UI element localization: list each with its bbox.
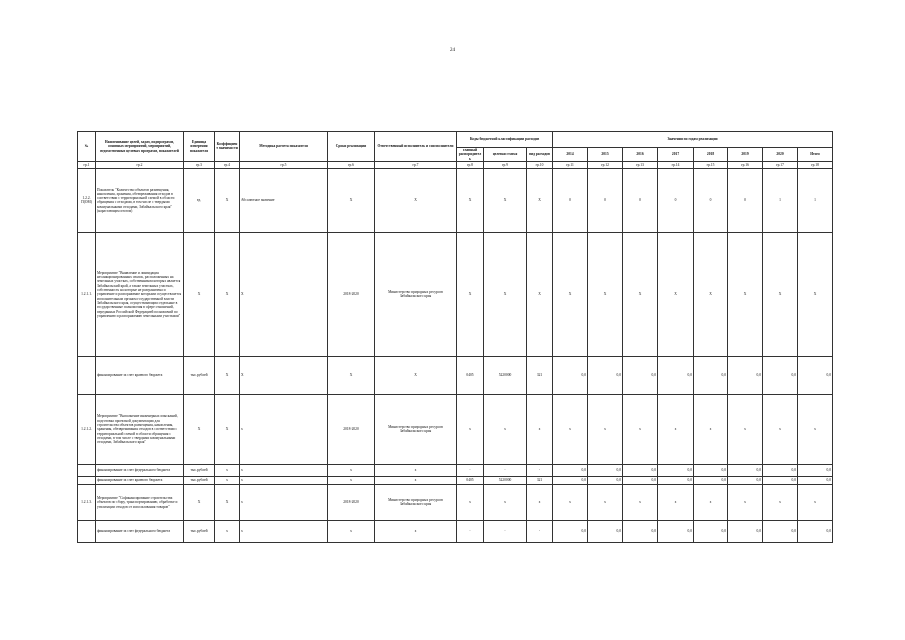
table-cell: Х xyxy=(375,168,457,232)
row-number-cell: 1.2.1.2. xyxy=(78,394,96,464)
table-cell: х xyxy=(553,484,588,520)
table-cell: 0405 xyxy=(457,476,484,484)
table-cell: х xyxy=(728,484,763,520)
table-cell: ед. xyxy=(184,168,215,232)
row-name-cell: финансирование за счет краевого бюджета xyxy=(96,356,184,394)
row-name-cell: Мероприятие "Выполнение инженерных изысканий, подготовка проектной документации для строительства объектов размещения, накопления, хранения, обезвреживания отходов в соответствии с территориальной схемой в области обращения с отходами, в том числе с твердыми коммунальными отходами, Забайкальского края" xyxy=(96,394,184,464)
table-cell: Х xyxy=(184,394,215,464)
table-cell: 0,0 xyxy=(728,356,763,394)
header-row-1 xyxy=(78,132,833,148)
header-coef: Коэффициент значимости xyxy=(215,132,240,162)
header-year: 2018 xyxy=(694,148,728,162)
table-cell: 0,0 xyxy=(623,476,658,484)
column-number: гр.14 xyxy=(658,161,694,168)
table-cell: Х xyxy=(553,232,588,356)
table-cell: 0,0 xyxy=(763,356,798,394)
column-number: гр.16 xyxy=(728,161,763,168)
table-cell: 0,0 xyxy=(694,520,728,542)
header-year: 2016 xyxy=(623,148,658,162)
table-cell: 0,0 xyxy=(553,520,588,542)
table-cell: Х xyxy=(623,232,658,356)
table-cell: Х xyxy=(658,232,694,356)
header-period: Сроки реализации xyxy=(328,132,375,162)
table-cell: х xyxy=(798,394,833,464)
table-cell: Х xyxy=(457,168,484,232)
table-cell: 0,0 xyxy=(658,476,694,484)
table-cell: 0,0 xyxy=(588,476,623,484)
table-cell: 0,0 xyxy=(623,520,658,542)
table-cell: 0,0 xyxy=(694,464,728,476)
header-year: 2017 xyxy=(658,148,694,162)
table-cell: х xyxy=(240,464,328,476)
table-cell: 1 xyxy=(763,168,798,232)
table-cell: Х xyxy=(457,232,484,356)
table-cell: 2018-2020 xyxy=(328,484,375,520)
row-name-cell: Показатель "Количество объектов размещения, накопления, хранения, обезвреживания отходов в соответствии с территориальной схемой в области обращения с отходами, в том числе с твердыми коммунальными отходами, Забайкальского края" (нарастающим итогом) xyxy=(96,168,184,232)
table-cell: х xyxy=(658,394,694,464)
row-name-cell: финансирование за счет федерального бюджета xyxy=(96,520,184,542)
row-number-cell: 1.2.1.3. xyxy=(78,484,96,520)
table-cell: х xyxy=(763,394,798,464)
table-cell: х xyxy=(215,476,240,484)
header-year: 2020 xyxy=(763,148,798,162)
table-cell: х xyxy=(694,394,728,464)
table-cell: 5220000 xyxy=(484,476,527,484)
table-cell: 0 xyxy=(694,168,728,232)
table-cell: тыс.рублей xyxy=(184,520,215,542)
column-number: гр.4 xyxy=(215,161,240,168)
table-cell: х xyxy=(527,394,553,464)
table-cell: 0,0 xyxy=(658,520,694,542)
table-cell: 0,0 xyxy=(658,464,694,476)
row-number-cell: 1.2.1.1. xyxy=(78,232,96,356)
table-cell: 0,0 xyxy=(588,356,623,394)
column-number-row xyxy=(78,161,833,168)
table-cell: х xyxy=(553,394,588,464)
table-cell: х xyxy=(658,484,694,520)
table-cell: 321 xyxy=(527,476,553,484)
table-cell: 0,0 xyxy=(763,520,798,542)
column-number: гр.9 xyxy=(484,161,527,168)
table-cell: 0,0 xyxy=(763,464,798,476)
table-cell: Министерство природных ресурсов Забайкальского края xyxy=(375,484,457,520)
column-number: гр.11 xyxy=(553,161,588,168)
table-cell: х xyxy=(694,484,728,520)
table-cell: Х xyxy=(184,484,215,520)
table-row xyxy=(78,232,833,356)
table-cell: 0,0 xyxy=(798,476,833,484)
table-cell: 0 xyxy=(728,168,763,232)
header-unit: Единица измерения показателя xyxy=(184,132,215,162)
table-cell: х xyxy=(328,520,375,542)
table-cell: Х xyxy=(694,232,728,356)
table-cell: Х xyxy=(328,356,375,394)
table-cell: Х xyxy=(588,232,623,356)
column-number: гр.8 xyxy=(457,161,484,168)
program-table xyxy=(77,131,833,543)
table-cell: 0 xyxy=(623,168,658,232)
row-number-cell: 1.2.2. П(ОМ) xyxy=(78,168,96,232)
table-cell: Х xyxy=(328,168,375,232)
table-cell: 0,0 xyxy=(798,464,833,476)
table-cell: х xyxy=(215,464,240,476)
table-cell: Х xyxy=(240,232,328,356)
column-number: гр.6 xyxy=(328,161,375,168)
table-row xyxy=(78,356,833,394)
table-cell: х xyxy=(728,394,763,464)
header-year: Итого xyxy=(798,148,833,162)
column-number: гр.17 xyxy=(763,161,798,168)
table-cell: Х xyxy=(484,168,527,232)
table-cell: х xyxy=(484,484,527,520)
table-cell: 0,0 xyxy=(658,356,694,394)
table-row xyxy=(78,464,833,476)
row-name-cell: Мероприятие "Выявление и ликвидация несанкционированных свалок, расположенных на земельных участках, собственником которых является Забайкальский край, а также земельных участках, собственность на которые не разграничена и управление и распоряжение которыми осуществляется исполнительным органом государственной власти Забайкальского края, осуществляющим отдельные в государственные полномочия в сфере отношений, переданных Российской Федерацией полномочий по управлению и распоряжению земельными участками" xyxy=(96,232,184,356)
table-cell: 0,0 xyxy=(798,520,833,542)
row-number-cell xyxy=(78,476,96,484)
header-executor: Ответственный исполнитель и соисполнители xyxy=(375,132,457,162)
table-cell: - xyxy=(527,464,553,476)
table-cell: 0,0 xyxy=(553,476,588,484)
table-row xyxy=(78,476,833,484)
table-cell: - xyxy=(484,464,527,476)
table-cell: 0,0 xyxy=(588,464,623,476)
table-cell: х xyxy=(527,484,553,520)
column-number: гр.10 xyxy=(527,161,553,168)
table-cell: х xyxy=(588,484,623,520)
header-name: Наименование целей, задач, подпрограмм, основных мероприятий, мероприятий, ведомственных целевых программ, показателей xyxy=(96,132,184,162)
table-cell: х xyxy=(375,476,457,484)
table-cell: х xyxy=(457,484,484,520)
table-cell: х xyxy=(375,520,457,542)
table-cell: Х xyxy=(215,232,240,356)
table-cell: - xyxy=(457,464,484,476)
column-number: гр.15 xyxy=(694,161,728,168)
table-cell: Абсолютное значение xyxy=(240,168,328,232)
table-cell: х xyxy=(588,394,623,464)
table-cell: тыс.рублей xyxy=(184,464,215,476)
table-cell: 0 xyxy=(588,168,623,232)
row-number-cell xyxy=(78,520,96,542)
header-year: 2019 xyxy=(728,148,763,162)
table-cell: тыс.рублей xyxy=(184,476,215,484)
table-cell: 0,0 xyxy=(553,464,588,476)
table-cell: 0,0 xyxy=(728,476,763,484)
table-cell: 0405 xyxy=(457,356,484,394)
table-cell: 0,0 xyxy=(728,520,763,542)
row-name-cell: финансирование за счет краевого бюджета xyxy=(96,476,184,484)
table-cell: х xyxy=(623,484,658,520)
table-cell: х xyxy=(240,394,328,464)
table-row xyxy=(78,484,833,520)
table-cell: 321 xyxy=(527,356,553,394)
table-cell: 1 xyxy=(798,168,833,232)
header-budget-col: главный распорядитель xyxy=(457,148,484,162)
table-cell: х xyxy=(623,394,658,464)
table-cell: 0,0 xyxy=(623,464,658,476)
row-name-cell: Мероприятие "Софинансирование строительства объектов по сбору, транспортированию, обработке и утилизации отходов от использования товаров" xyxy=(96,484,184,520)
table-cell: 0 xyxy=(553,168,588,232)
table-cell: - xyxy=(527,520,553,542)
table-cell: Х xyxy=(184,232,215,356)
header-method: Методика расчета показателя xyxy=(240,132,328,162)
table-cell: х xyxy=(328,476,375,484)
table-cell: 0,0 xyxy=(588,520,623,542)
table-cell: Министерство природных ресурсов Забайкальского края xyxy=(375,232,457,356)
column-number: гр.13 xyxy=(623,161,658,168)
table-cell: 0,0 xyxy=(694,356,728,394)
header-years-group: Значения по годам реализации xyxy=(553,132,833,148)
table-cell: х xyxy=(798,484,833,520)
table-row xyxy=(78,520,833,542)
table-cell: х xyxy=(328,464,375,476)
table-cell: - xyxy=(484,520,527,542)
table-cell: х xyxy=(240,476,328,484)
table-cell: Х xyxy=(375,356,457,394)
table-cell: тыс.рублей xyxy=(184,356,215,394)
header-budget-class: Коды бюджетной классификации расходов xyxy=(457,132,553,148)
table-cell: х xyxy=(763,484,798,520)
header-year: 2014 xyxy=(553,148,588,162)
column-number: гр.7 xyxy=(375,161,457,168)
table-cell: Х xyxy=(215,168,240,232)
table-cell: х xyxy=(375,464,457,476)
header-year: 2015 xyxy=(588,148,623,162)
table-cell: 0,0 xyxy=(694,476,728,484)
table-cell: 2018-2020 xyxy=(328,232,375,356)
table-row xyxy=(78,168,833,232)
table-cell: - xyxy=(457,520,484,542)
table-cell: Х xyxy=(728,232,763,356)
row-number-cell xyxy=(78,356,96,394)
table-cell: 5220000 xyxy=(484,356,527,394)
row-number-cell xyxy=(78,464,96,476)
table-cell: Х xyxy=(527,168,553,232)
column-number: гр.2 xyxy=(96,161,184,168)
table-cell: 0,0 xyxy=(728,464,763,476)
table-cell: х xyxy=(457,394,484,464)
column-number: гр.18 xyxy=(798,161,833,168)
table-cell: 0,0 xyxy=(798,356,833,394)
table-cell: 2018-2020 xyxy=(328,394,375,464)
table-cell: х xyxy=(484,394,527,464)
table-cell: 0,0 xyxy=(623,356,658,394)
table-cell: 0,0 xyxy=(553,356,588,394)
table-cell: Х xyxy=(484,232,527,356)
table-cell: Х xyxy=(240,356,328,394)
column-number: гр.3 xyxy=(184,161,215,168)
table-cell: Х xyxy=(798,232,833,356)
header-budget-col: вид расходов xyxy=(527,148,553,162)
header-no: № xyxy=(78,132,96,162)
table-row xyxy=(78,394,833,464)
table-cell: Х xyxy=(527,232,553,356)
table-cell: Х xyxy=(215,356,240,394)
column-number: гр.5 xyxy=(240,161,328,168)
table-cell: Министерство природных ресурсов Забайкальского края xyxy=(375,394,457,464)
header-budget-col: целевая статья xyxy=(484,148,527,162)
table-cell: Х xyxy=(215,394,240,464)
table-cell: х xyxy=(240,484,328,520)
table-cell: Х xyxy=(763,232,798,356)
column-number: гр.1 xyxy=(78,161,96,168)
table-cell: 0 xyxy=(658,168,694,232)
page-number: 24 xyxy=(450,48,455,53)
column-number: гр.12 xyxy=(588,161,623,168)
table-cell: х xyxy=(215,520,240,542)
table-cell: 0,0 xyxy=(763,476,798,484)
table-cell: х xyxy=(240,520,328,542)
table-cell: Х xyxy=(215,484,240,520)
row-name-cell: финансирование за счет федерального бюджета xyxy=(96,464,184,476)
